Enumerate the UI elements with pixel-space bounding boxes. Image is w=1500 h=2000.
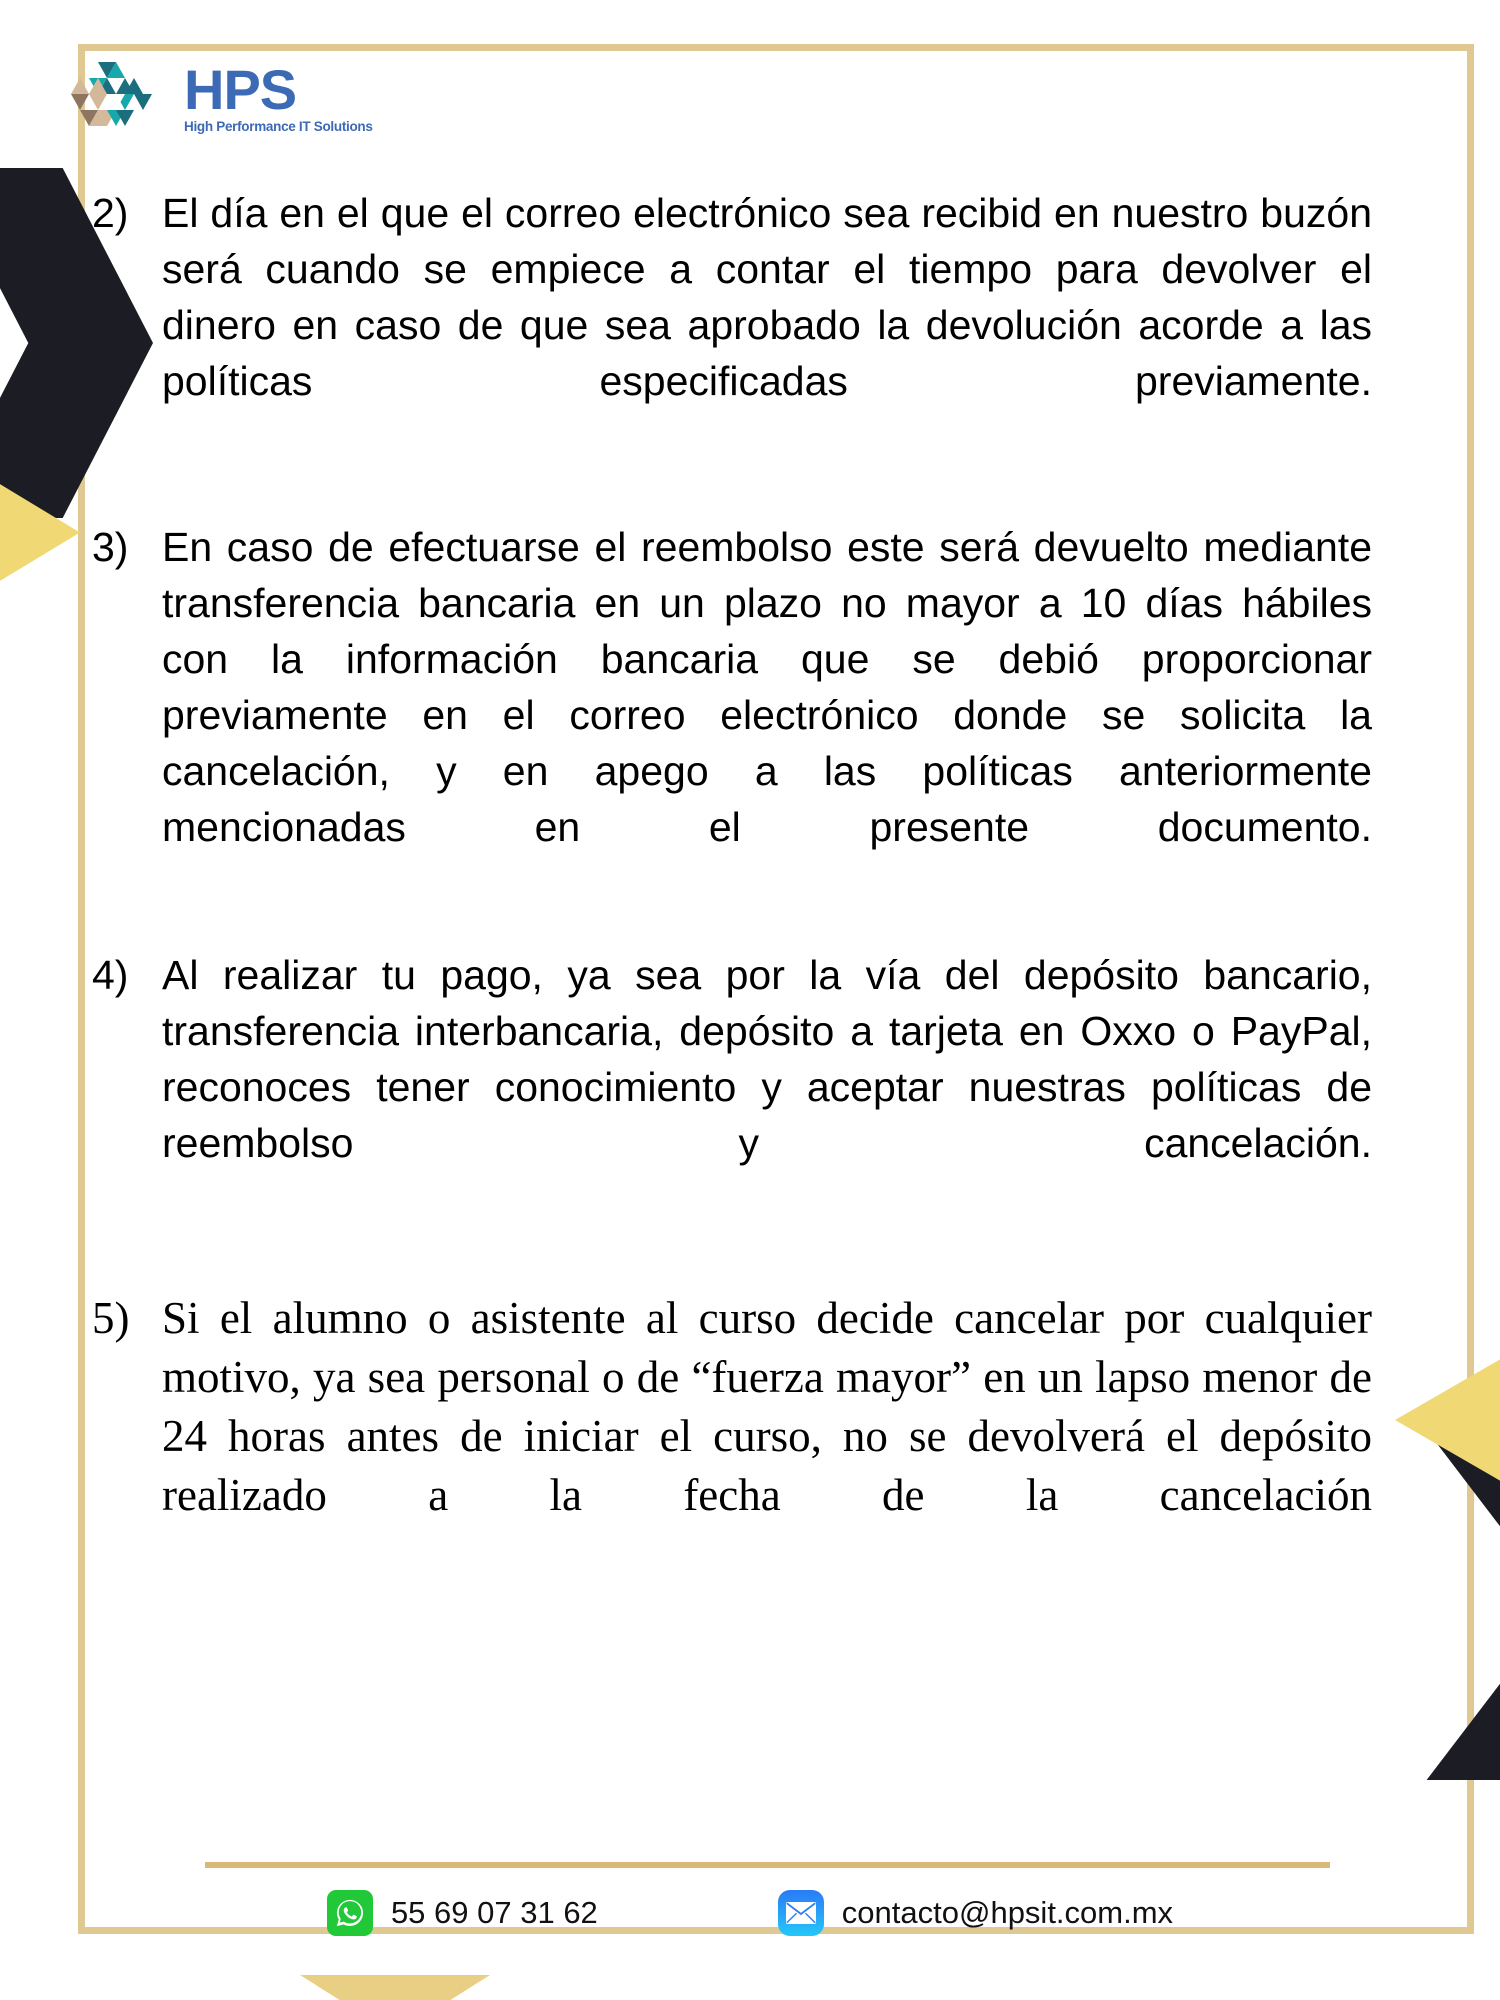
footer-contact-bar (0, 1890, 1500, 1936)
clause-spacer (92, 465, 1372, 519)
clause-text: En caso de efectuarse el reembolso este será devuelto mediante transferencia bancaria en un plazo no mayor a 10 días hábiles con la información bancaria que se debió proporcionar previamente en el correo electrónico donde se solicita la cancelación, y en apego a las políticas anteriormente mencionadas en el presente documento. (162, 524, 1372, 850)
frame-border-top (78, 44, 1474, 51)
envelope-icon (778, 1890, 824, 1936)
triangle-decoration-bottom (300, 1975, 490, 2000)
footer-divider (205, 1862, 1330, 1868)
clause-spacer (92, 911, 1372, 947)
phone-number: 55 69 07 31 62 (390, 1895, 598, 1930)
clause-number: 2) (92, 190, 129, 236)
clause-text: Al realizar tu pago, ya sea por la vía del depósito bancario, transferencia interbancaria, depósito a tarjeta en Oxxo o PayPal, reconoces tener conocimiento y aceptar nuestras políticas de reembolso y cancelación. (162, 952, 1372, 1166)
policy-clause-list (92, 185, 1372, 1584)
email-address: contacto@hpsit.com.mx (841, 1895, 1174, 1930)
contact-email[interactable] (778, 1890, 1173, 1936)
company-logo (58, 58, 373, 138)
clause-item-3 (92, 519, 1372, 911)
hexagon-mosaic-icon (58, 58, 178, 138)
clause-spacer (92, 1227, 1372, 1289)
logo-tagline: High Performance IT Solutions (184, 119, 373, 135)
clause-number: 3) (92, 524, 129, 570)
clause-item-4 (92, 947, 1372, 1227)
clause-text: El día en el que el correo electrónico sea recibid en nuestro buzón será cuando se empiece a contar el tiempo para devolver el dinero en caso de que sea aprobado la devolución acorde a las políticas especificadas previamente. (162, 190, 1372, 404)
clause-number: 4) (92, 952, 129, 998)
clause-text: Si el alumno o asistente al curso decide cancelar por cualquier motivo, ya sea personal o de “fuerza mayor” en un lapso menor de 24 horas antes de iniciar el curso, no se devolverá el depósito realizado a la fecha de la cancelación (162, 1293, 1372, 1520)
clause-number: 5) (92, 1293, 130, 1343)
contact-phone[interactable] (327, 1890, 598, 1936)
whatsapp-icon (327, 1890, 373, 1936)
logo-wordmark: HPS (184, 58, 297, 122)
clause-item-2 (92, 185, 1372, 465)
clause-item-5 (92, 1289, 1372, 1584)
frame-border-right (1467, 44, 1474, 1934)
